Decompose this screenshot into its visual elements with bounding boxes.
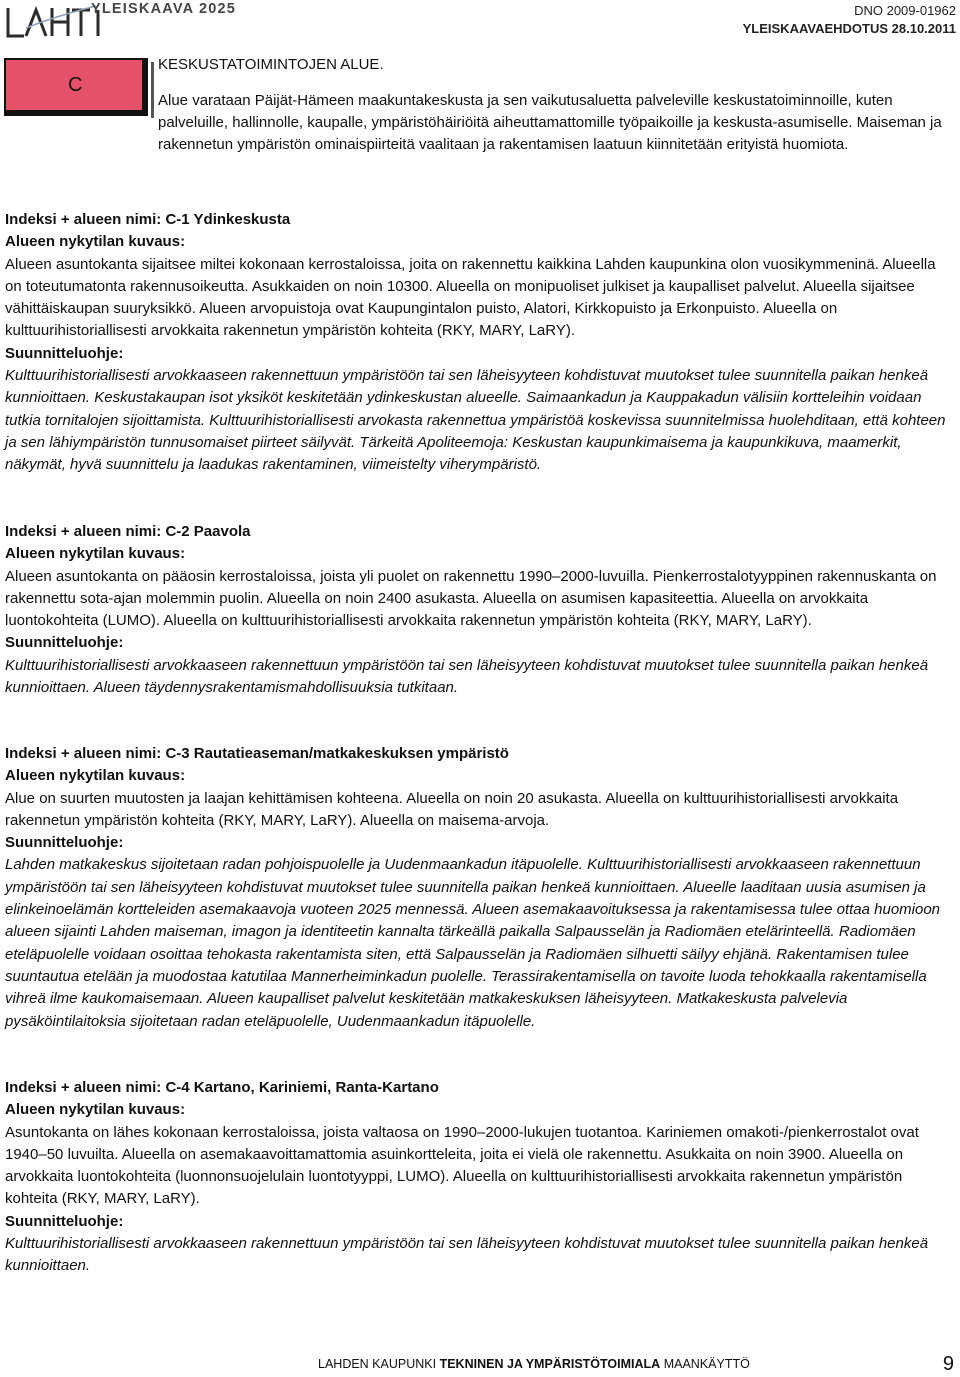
footer-department: TEKNINEN JA YMPÄRISTÖTOIMIALA: [439, 1357, 661, 1371]
footer-unit: MAANKÄYTTÖ: [663, 1357, 750, 1371]
lahti-logo: [6, 2, 104, 40]
current-state-text: Alueen asuntokanta sijaitsee miltei kokonaan kerrostaloissa, joita on rakennettu kaikkina Lahden kaupunkina olon vuosikymmeninä. Alueella on toteutumatonta rakennusoikeutta. Asukkaiden on noin 10300. Alueella on monipuoliset julkiset ja kaupalliset palvelut. Alueella sijaitsee vähittäiskaupan suuryksikkö. Alueen arvopuistoja ovat Kaupungintalon puisto, Alatori, Kirkkopuisto ja Erkonpuisto. Alueella on kulttuurihistoriallisesti arvokkaita rakennetun ympäristön kohteita (RKY, MARY, LaRY).: [5, 255, 936, 340]
guide-text: Kulttuurihistoriallisesti arvokkaaseen rakennettuun ympäristöön tai sen läheisyyteen kohdistuvat muutokset tulee suunnitella paikan henkeä kunnioittaen. Keskustakaupan isot yksiköt keskitetään ydinkeskustan alueelle. Saimaankadun ja Kauppakadun välisiin kortteleihin voidaan tutkia tornitalojen sijoittamista. Kulttuurihistoriallisesti arvokasta rakennettua ympäristöä koskevissa suunnitelmissa huolehditaan, että kohteen ja sen lähiympäristön tunnusomaiset piirteet säilyvät. Tärkeitä Apoliteemoja: Keskustan kaupunkimaisema ja kaupunkikuva, maamerkit, näkymät, hyvä suunnittelu ja laadukas rakentaminen, viimeistelty viherympäristö.: [5, 367, 946, 474]
current-state-label: Alueen nykytilan kuvaus:: [5, 767, 186, 785]
zone-color-swatch: [4, 58, 148, 116]
section-title: Indeksi + alueen nimi: C-2 Paavola: [5, 523, 251, 540]
section-title: Indeksi + alueen nimi: C-1 Ydinkeskusta: [5, 211, 291, 228]
current-state-label: Alueen nykytilan kuvaus:: [5, 1101, 186, 1119]
document-number: DNO 2009-01962: [854, 3, 956, 18]
zone-description: Alue varataan Päijät-Hämeen maakuntakeskusta ja sen vaikutusaluetta palveleville keskustatoiminnoille, kuten palveluille, hallinnolle, kaupalle, ympäristöhäiriöitä aiheuttamattomille työpaikoille ja keskusta-asumiselle. Maiseman ja rakennetun ympäristön ominaispiirteitä vaalitaan ja rakentamisen laatuun kiinnitetään erityistä huomiota.: [158, 92, 942, 153]
guide-label: Suunnitteluohje:: [5, 1212, 124, 1230]
guide-text: Kulttuurihistoriallisesti arvokkaaseen rakennettuun ympäristöön tai sen läheisyyteen kohdistuvat muutokset tulee suunnitella paikan henkeä kunnioittaen.: [5, 1235, 929, 1275]
current-state-text: Alueen asuntokanta on pääosin kerrostaloissa, joista yli puolet on rakennettu 1990–2000-luvuilla. Pienkerrostalotyyppinen rakennuskanta on rakennettu sota-ajan molemmin puolin. Alueella on noin 2400 asukasta. Alueella on asumisen kapasiteettia. Alueella on arvokkaita luontokohteita (LUMO). Alueella on kulttuurihistoriallisesti arvokkaita rakennetun ympäristön kohteita (RKY, MARY, LaRY).: [5, 567, 937, 630]
swatch-divider: [151, 62, 154, 118]
current-state-text: Asuntokanta on lähes kokonaan kerrostaloissa, joista valtaosa on 1990–2000-lukujen tuotantoa. Kariniemen omakoti-/pienkerrostalot ovat 1940–50 luvuilta. Alueella on asemakaavoittamattomia asuinkortteleita, joita ei vielä ole rakennettu. Asukkaita on noin 3900. Alueella on arvokkaita luontokohteita (luonnonsuojelulain luontotyyppi, LUMO). Alueella on kulttuurihistoriallisesti arvokkaita rakennetun ympäristön kohteita (RKY, MARY, LaRY).: [5, 1123, 919, 1208]
area-section-c4: [5, 1077, 950, 1278]
section-title: Indeksi + alueen nimi: C-4 Kartano, Kariniemi, Ranta-Kartano: [5, 1079, 439, 1096]
area-section-c1: [5, 209, 950, 477]
current-state-text: Alue on suurten muutosten ja laajan kehittämisen kohteena. Alueella on noin 20 asukasta. Alueella on kulttuurihistoriallisesti arvokkaita rakennetun ympäristön kohteita (RKY, MARY, LaRY). Alueella on maisema-arvoja.: [5, 789, 899, 829]
page-footer: [318, 1357, 750, 1371]
guide-label: Suunnitteluohje:: [5, 834, 124, 852]
footer-org: LAHDEN KAUPUNKI: [318, 1357, 437, 1371]
page-number: 9: [942, 1353, 954, 1375]
current-state-label: Alueen nykytilan kuvaus:: [5, 233, 186, 251]
guide-label: Suunnitteluohje:: [5, 344, 124, 362]
guide-text: Kulttuurihistoriallisesti arvokkaaseen rakennettuun ympäristöön tai sen läheisyyteen kohdistuvat muutokset tulee suunnitella paikan henkeä kunnioittaen. Alueen täydennysrakentamismahdollisuuksia tutkitaan.: [5, 656, 929, 697]
zone-code: C: [68, 74, 83, 96]
plan-title: YLEISKAAVA 2025: [91, 1, 237, 17]
area-section-c2: [5, 521, 950, 699]
current-state-label: Alueen nykytilan kuvaus:: [5, 545, 186, 563]
zone-heading: KESKUSTATOIMINTOJEN ALUE.: [158, 56, 384, 73]
area-section-c3: [5, 743, 950, 1033]
proposal-date: YLEISKAAVAEHDOTUS 28.10.2011: [742, 21, 956, 36]
guide-text: Lahden matkakeskus sijoitetaan radan pohjoispuolelle ja Uudenmaankadun itäpuolelle. Kulttuurihistoriallisesti arvokkaaseen rakennettuun ympäristöön tai sen läheisyyteen kohdistuvat muutokset tulee suunnitella paikan henkeä kunnioittaen. Alueelle laaditaan uusia asumisen ja elinkeinoelämän kortteleiden asemakaavoja vuoteen 2025 mennessä. Alueen asemakaavoituksessa ja rakentamisessa tulee ottaa huomioon alueen sijainti Lahden maiseman, imagon ja identiteetin kannalta tärkeällä paikalla Salpausselän ja Radiomäen etelärinteellä. Radiomäen eteläpuolelle voidaan osoittaa tehokasta rakentamista siten, että Salpausselän ja Radiomäen silhuetti säilyy ehjänä. Rakentamisen tulee suuntautua etelään ja muodostaa katutilaa Mannerheiminkadun puolelle. Terassirakentamisella on tavoite luoda tehokkaalla rakentamisella vihreä ilme kaukomaisemaan. Alueen kaupalliset palvelut keskitetään matkakeskuksen läheisyyteen. Matkakeskusta palvelevia pysäköintilaitoksia sijoitetaan radan eteläpuolelle, Uudenmaankadun itäpuolelle.: [5, 856, 941, 1030]
section-title: Indeksi + alueen nimi: C-3 Rautatieaseman/matkakeskuksen ympäristö: [5, 745, 509, 762]
guide-label: Suunnitteluohje:: [5, 634, 124, 652]
